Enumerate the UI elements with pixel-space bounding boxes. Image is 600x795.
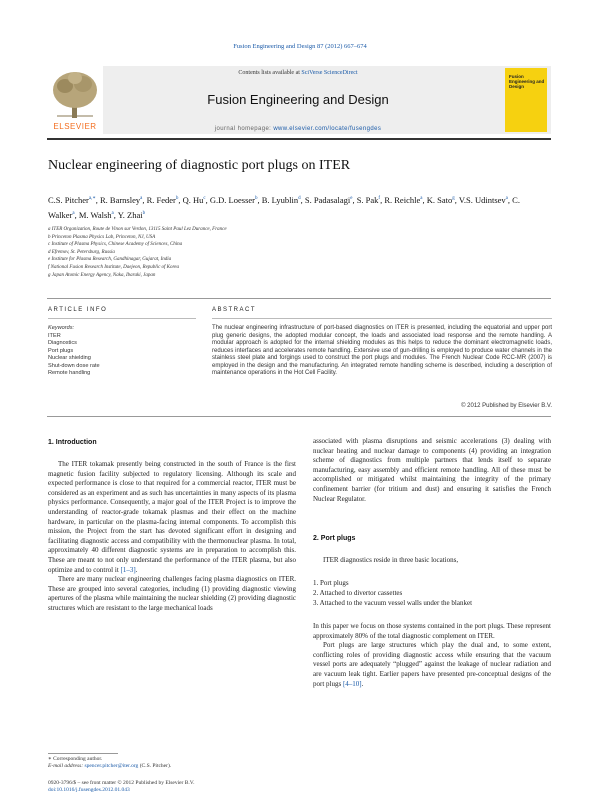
author-name: R. Feder xyxy=(146,194,176,205)
corresponding-author-note: ∗ Corresponding author. xyxy=(48,756,103,762)
email-suffix: (C.S. Pitcher). xyxy=(138,763,172,769)
affiliation: e Institute for Plasma Research, Gandhinagar, Gujarat, India xyxy=(48,257,172,263)
body-column-left xyxy=(48,460,296,614)
journal-reference[interactable]: Fusion Engineering and Design 87 (2012) 667–674 xyxy=(233,43,367,50)
list-item: 1. Port plugs xyxy=(313,579,349,587)
author-affiliation-mark[interactable]: b xyxy=(255,196,258,201)
abstract-text: The nuclear engineering infrastructure of port-based diagnostics on ITER is presented, including the equatorial and upper port plug generic designs, the adopted modular concept, the loads and associated load response and the remote handling. A modular approach is adopted for the internal shielding modules as this helps to reduce the dominant electromagnetic loads, reduces interfaces and accelerates remote handling. Extensive use of gun-drilling is employed to produce water channels in the stainless steel plate and forgings used to construct the port plugs and modules. The French Nuclear Code RCC-MR (2007) is employed in the design and the manufacturing. An integrated remote handling scheme is described, including a description of maintenance operations in the Hot Cell Facility. xyxy=(212,325,552,376)
author-separator: , xyxy=(257,194,262,205)
paragraph: associated with plasma disruptions and seismic accelerations (3) dealing with nuclear heating and nuclear damage to components (4) providing an integration scheme of diagnostics from multiple partners that lends itself to separate manufacturing, easy assembly and efficient remote handling. All of these must be accomplished or mitigated whilst maintaining the integrity of the primary confinement barrier (for tritium and dust) and ensuring it satisfies the French Nuclear Regulator. xyxy=(313,437,551,503)
section-heading-introduction: 1. Introduction xyxy=(48,439,97,446)
email-link[interactable]: spencer.pitcher@iter.org xyxy=(84,763,139,769)
affiliation: f National Fusion Research Institute, Daejeon, Republic of Korea xyxy=(48,264,179,270)
author-name: K. Sato xyxy=(426,194,453,205)
homepage-link[interactable]: www.elsevier.com/locate/fusengdes xyxy=(273,126,382,132)
contents-available-line xyxy=(118,70,478,76)
section-heading-port-plugs: 2. Port plugs xyxy=(313,535,356,542)
front-matter-line: 0920-3796/$ – see front matter © 2012 Published by Elsevier B.V. xyxy=(48,780,195,786)
elsevier-logo xyxy=(47,66,103,134)
author-affiliation-mark[interactable]: a xyxy=(72,210,75,216)
abstract-heading: ABSTRACT xyxy=(212,307,257,313)
footnote xyxy=(48,756,296,770)
keywords-list xyxy=(48,333,100,377)
divider xyxy=(47,298,551,299)
paragraph xyxy=(313,641,551,689)
paragraph: There are many nuclear engineering challenges facing plasma diagnostics on ITER. These are grouped into several categories, including (1) providing diagnostic viewing apertures of the plasma while maintaining the nuclear shielding (2) providing diagnostic structures which are resistant to the large mechanical loads xyxy=(48,575,296,612)
author-affiliation-mark[interactable]: g xyxy=(452,196,455,201)
affiliation: c Institute of Plasma Physics, Chinese Academy of Sciences, China xyxy=(48,242,183,248)
author-affiliation-mark[interactable]: a xyxy=(505,196,508,201)
paragraph xyxy=(48,460,296,575)
paragraph-end: . xyxy=(361,679,364,688)
journal-cover-thumbnail xyxy=(505,68,547,132)
citation-link[interactable]: [4–10] xyxy=(342,679,362,688)
keywords-heading: Keywords: xyxy=(48,325,75,331)
journal-homepage-line xyxy=(118,126,478,132)
cover-title: Fusion Engineering and Design xyxy=(509,74,545,89)
keyword: Shut-down dose rate xyxy=(48,362,100,369)
author-separator: , xyxy=(74,209,79,220)
author-name: B. Lyublin xyxy=(261,194,299,205)
author-affiliation-mark[interactable]: f xyxy=(378,196,381,201)
author-name: S. Padasalagi xyxy=(304,194,351,205)
author-affiliation-mark[interactable]: a xyxy=(420,196,423,201)
author-affiliation-mark[interactable]: a xyxy=(140,196,143,201)
author-separator: , xyxy=(454,194,459,205)
author-affiliation-mark[interactable]: d xyxy=(298,196,301,201)
author-name: C.S. Pitcher xyxy=(48,194,89,205)
homepage-prefix: journal homepage: xyxy=(214,126,274,132)
author-name: R. Reichle xyxy=(384,194,421,205)
doi-link[interactable]: doi:10.1016/j.fusengdes.2012.01.043 xyxy=(48,787,130,793)
keyword: Nuclear shielding xyxy=(48,355,91,362)
copyright-notice: © 2012 Published by Elsevier B.V. xyxy=(461,403,552,409)
author-affiliation-mark[interactable]: b xyxy=(142,210,146,216)
author-separator: , xyxy=(422,194,427,205)
author-name: R. Barnsley xyxy=(99,194,141,205)
email-line xyxy=(48,763,296,770)
affiliation: a ITER Organization, Route de Vinon sur Verdon, 13115 Saint Paul Lez Durance, France xyxy=(48,227,227,232)
author-affiliation-mark[interactable]: a,∗ xyxy=(88,196,96,201)
author-name: Y. Zhai xyxy=(117,209,143,220)
paper-title: Nuclear engineering of diagnostic port plugs on ITER xyxy=(48,158,351,173)
header-rule xyxy=(47,138,551,140)
article-info-heading: ARTICLE INFO xyxy=(48,307,108,313)
contents-prefix: Contents lists available at xyxy=(238,70,302,76)
paragraph-text: Port plugs are large structures which play the dual and, to some extent, conflicting roles of providing diagnostic access while ensuring that the vacuum vessel ports are adequately “plugged” against the leakage of nuclear radiation and are vacuum leak tight. Earlier papers have presented pre-conceptual designs of the port plugs xyxy=(313,641,551,688)
affiliation: b Princeton Plasma Physics Lab, Princeton, NJ, USA xyxy=(48,234,156,240)
location-list xyxy=(313,578,551,608)
paragraph: In this paper we focus on those systems contained in the port plugs. These represent approximately 80% of the total diagnostic complement on ITER. xyxy=(313,622,551,640)
author-separator: , xyxy=(178,194,183,205)
footnote-rule xyxy=(48,753,118,754)
author-affiliation-mark[interactable]: a xyxy=(111,210,114,216)
paragraph: ITER diagnostics reside in three basic locations, xyxy=(323,556,459,564)
affiliation: d Efremov, St. Petersburg, Russia xyxy=(48,249,115,255)
body-column-right-continued xyxy=(313,622,551,689)
author-separator: , xyxy=(95,194,100,205)
sciencedirect-link[interactable]: SciVerse ScienceDirect xyxy=(301,70,358,76)
author-separator: , xyxy=(300,194,305,205)
list-item: 3. Attached to the vacuum vessel walls under the blanket xyxy=(313,599,473,607)
author-name: Q. Hu xyxy=(182,194,204,205)
author-name: M. Walsh xyxy=(78,209,112,220)
author-separator: , xyxy=(142,194,147,205)
issn-block xyxy=(48,780,348,794)
affiliation: g Japan Atomic Energy Agency, Naka, Ibaraki, Japan xyxy=(48,272,156,278)
keyword: Port plugs xyxy=(48,347,74,354)
divider xyxy=(48,318,196,319)
author-separator: , xyxy=(113,209,118,220)
author-name: S. Pak xyxy=(356,194,379,205)
author-list xyxy=(48,192,548,222)
body-column-right xyxy=(313,437,551,504)
author-affiliation-mark[interactable]: c xyxy=(203,196,206,201)
paragraph-text: The ITER tokamak presently being constructed in the south of France is the first magnetic fusion facility subjected to regulatory licensing. Although its scale and expected performance is close to that required for a commercial reactor, ITER must be considered as an experiment and as such has uncertainties in many aspects of its plasma physics performance. Consequently, a major goal of the ITER Project is to improve the understanding of reactor-grade tokamak plasmas and their effect on the machine hardware, in particular on the plasma-facing internal components. To accomplish this mission, the Project from the start has devoted significant effort in designing and facilitating diagnostic access and compatibility with the thermonuclear plasma. In total, approximately 40 different diagnostic systems are in preparation to accomplish this. These are meant to not only understand the performance of the ITER plasma, but also optimize and to control it xyxy=(48,460,296,574)
elsevier-wordmark: ELSEVIER xyxy=(53,122,97,131)
keyword: Remote handling xyxy=(48,370,91,377)
author-name: V.S. Udintsev xyxy=(458,194,506,205)
affiliation-list xyxy=(48,226,548,279)
divider xyxy=(212,318,552,319)
author-name: G.D. Loesser xyxy=(209,194,255,205)
author-separator: , xyxy=(507,194,513,205)
divider xyxy=(47,416,551,417)
keyword: Diagnostics xyxy=(48,340,77,347)
citation-link[interactable]: [1–3] xyxy=(120,565,136,574)
author-affiliation-mark[interactable]: b xyxy=(175,196,179,201)
keyword: ITER xyxy=(48,333,61,339)
section-intro xyxy=(313,556,551,566)
email-label: E-mail address: xyxy=(48,763,85,769)
author-affiliation-mark[interactable]: e xyxy=(350,196,353,201)
author-name: C. Walker xyxy=(48,194,520,220)
author-separator: , xyxy=(380,194,385,205)
author-separator: , xyxy=(205,194,210,205)
list-item: 2. Attached to divertor cassettes xyxy=(313,589,403,597)
paragraph-end: . xyxy=(135,565,138,574)
journal-title: Fusion Engineering and Design xyxy=(207,92,389,107)
author-separator: , xyxy=(352,194,357,205)
